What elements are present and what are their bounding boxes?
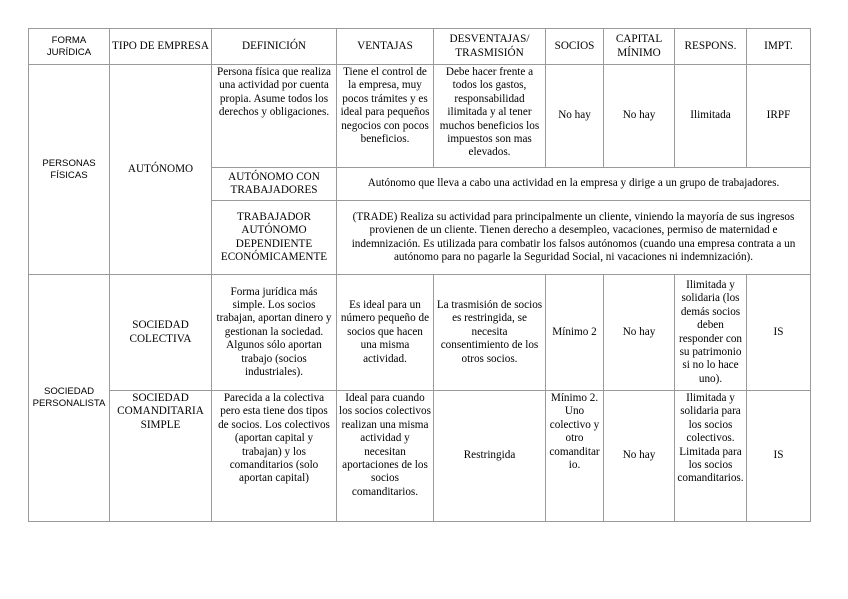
- header-respons: RESPONS.: [675, 29, 747, 65]
- colectiva-ventajas: Es ideal para un número pequeño de socios que hacen una misma actividad.: [337, 275, 434, 391]
- text-trade: (TRADE) Realiza su actividad para principalmente un cliente, viniendo la mayoría de sus ingresos provienen de un cliente. Tienen derecho a desempleo, vacaciones, permiso de maternidad e indemnización. Es utilizada para combatir los falsos autónomos (cuando una empresa contrata a un autónomo para no pagarle la Seguridad Social, ni vacaciones ni indemnización).: [337, 201, 811, 275]
- header-desventajas: DESVENTAJAS/ TRASMISIÓN: [434, 29, 546, 65]
- header-definicion: DEFINICIÓN: [212, 29, 337, 65]
- comanditaria-capital: No hay: [604, 391, 675, 522]
- header-capital: CAPITAL MÍNIMO: [604, 29, 675, 65]
- comanditaria-respons: Ilimitada y solidaria para los socios colectivos. Limitada para los socios comanditarios.: [675, 391, 747, 522]
- colectiva-capital: No hay: [604, 275, 675, 391]
- label-trade: TRABAJADOR AUTÓNOMO DEPENDIENTE ECONÓMICAMENTE: [212, 201, 337, 275]
- colectiva-socios: Mínimo 2: [546, 275, 604, 391]
- table-row-autonomo: [29, 65, 811, 168]
- table-row-colectiva: [29, 275, 811, 391]
- forma-sociedad-personalista: SOCIEDAD PERSONALISTA: [29, 275, 110, 522]
- autonomo-ventajas: Tiene el control de la empresa, muy pocos trámites y es ideal para pequeños negocios con pocos beneficios.: [337, 65, 434, 168]
- tipo-colectiva: SOCIEDAD COLECTIVA: [110, 275, 212, 391]
- comanditaria-socios: Mínimo 2. Uno colectivo y otro comanditario.: [546, 391, 604, 522]
- tipo-autonomo: AUTÓNOMO: [110, 65, 212, 275]
- comanditaria-definicion: Parecida a la colectiva pero esta tiene dos tipos de socios. Los colectivos (aportan capital y trabajan) y los comanditarios (solo aportan capital): [212, 391, 337, 522]
- header-forma: FORMA JURÍDICA: [29, 29, 110, 65]
- header-ventajas: VENTAJAS: [337, 29, 434, 65]
- header-socios: SOCIOS: [546, 29, 604, 65]
- comanditaria-desventajas: Restringida: [434, 391, 546, 522]
- tipo-comanditaria: SOCIEDAD COMANDITARIA SIMPLE: [110, 391, 212, 522]
- autonomo-definicion: Persona física que realiza una actividad por cuenta propia. Asume todos los derechos y obligaciones.: [212, 65, 337, 168]
- colectiva-definicion: Forma jurídica más simple. Los socios trabajan, aportan dinero y gestionan la sociedad. Algunos sólo aportan trabajo (socios industriales).: [212, 275, 337, 391]
- autonomo-desventajas: Debe hacer frente a todos los gastos, responsabilidad ilimitada y al tener muchos beneficios los impuestos son mas elevados.: [434, 65, 546, 168]
- autonomo-socios: No hay: [546, 65, 604, 168]
- table-row-comanditaria: [29, 391, 811, 522]
- comanditaria-impt: IS: [747, 391, 811, 522]
- forma-personas-fisicas: PERSONAS FÍSICAS: [29, 65, 110, 275]
- colectiva-respons: Ilimitada y solidaria (los demás socios deben responder con su patrimonio si no lo hace uno).: [675, 275, 747, 391]
- header-tipo: TIPO DE EMPRESA: [110, 29, 212, 65]
- text-autonomo-trabajadores: Autónomo que lleva a cabo una actividad en la empresa y dirige a un grupo de trabajadores.: [337, 168, 811, 201]
- colectiva-impt: IS: [747, 275, 811, 391]
- header-row: [29, 29, 811, 65]
- header-impt: IMPT.: [747, 29, 811, 65]
- autonomo-respons: Ilimitada: [675, 65, 747, 168]
- colectiva-desventajas: La trasmisión de socios es restringida, se necesita consentimiento de los otros socios.: [434, 275, 546, 391]
- label-autonomo-trabajadores: AUTÓNOMO CON TRABAJADORES: [212, 168, 337, 201]
- comanditaria-ventajas: Ideal para cuando los socios colectivos realizan una misma actividad y necesitan aportaciones de los socios comanditarios.: [337, 391, 434, 522]
- company-forms-table: [28, 28, 811, 522]
- autonomo-impt: IRPF: [747, 65, 811, 168]
- autonomo-capital: No hay: [604, 65, 675, 168]
